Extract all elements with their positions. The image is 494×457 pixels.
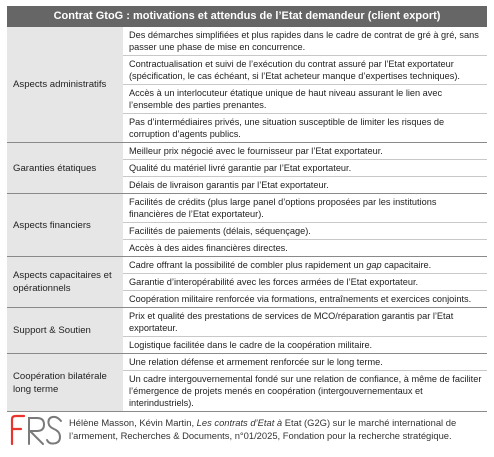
table-body	[7, 27, 487, 412]
table-title: Contrat GtoG : motivations et attendus de l’Etat demandeur (client export)	[7, 6, 487, 27]
items-cell	[123, 308, 487, 354]
items-cell	[123, 257, 487, 308]
list-item: Logistique facilitée dans le cadre de la coopération militaire.	[129, 340, 373, 350]
list-item: Cadre offrant la possibilité de combler plus rapidement un gap capacitaire.	[123, 257, 487, 274]
motivations-table	[7, 6, 487, 412]
category-cell: Garanties étatiques	[7, 143, 123, 194]
list-item: Une relation défense et armement renforcée sur le long terme.	[123, 354, 487, 371]
citation-rest: Etat (G2G) sur le marché international de l’armement, Recherches & Documents, n°01/2025, Fondation pour la recherche stratégique.	[69, 417, 457, 441]
table-row	[7, 143, 487, 194]
list-item: Prix et qualité des prestations de services de MCO/réparation garantis par l’Etat exportateur.	[123, 308, 487, 337]
category-cell: Support & Soutien	[7, 308, 123, 354]
list-item: Accès à un interlocuteur étatique unique de haut niveau assurant le lien avec l’ensemble des parties prenantes.	[123, 85, 487, 114]
category-cell: Aspects capacitaires et opérationnels	[7, 257, 123, 308]
list-item: Coopération militaire renforcée via formations, entraînements et exercices conjoints.	[129, 294, 472, 304]
list-item: Qualité du matériel livré garantie par l’Etat exportateur.	[123, 160, 487, 177]
table-row	[7, 257, 487, 308]
list-item: Un cadre intergouvernemental fondé sur une relation de confiance, à même de faciliter l’émergence de projets menés en coopération (intergouvernementaux et interindustriels).	[129, 374, 482, 408]
items-cell	[123, 354, 487, 412]
table-row	[7, 354, 487, 412]
category-cell: Coopération bilatérale long terme	[7, 354, 123, 412]
citation-authors: Hélène Masson, Kévin Martin,	[69, 417, 197, 428]
list-item: Délais de livraison garantis par l’Etat exportateur.	[129, 180, 329, 190]
list-item: Facilités de paiements (délais, séquençage).	[123, 223, 487, 240]
list-item: Contractualisation et suivi de l’exécution du contrat assuré par l’Etat exportateur (spécification, le cas échéant, si l’Etat acheteur manque d’expertises techniques).	[123, 56, 487, 85]
list-item: Garantie d’interopérabilité avec les forces armées de l’Etat exportateur.	[123, 274, 487, 291]
category-cell: Aspects administratifs	[7, 27, 123, 143]
list-item: Des démarches simplifiées et plus rapides dans le cadre de contrat de gré à gré, sans passer une phase de mise en concurrence.	[123, 27, 487, 56]
list-item: Meilleur prix négocié avec le fournisseur par l’Etat exportateur.	[123, 143, 487, 160]
table-row	[7, 308, 487, 354]
list-item: Pas d’intermédiaires privés, une situation susceptible de limiter les risques de corruption d’agents publics.	[129, 117, 445, 139]
items-cell	[123, 194, 487, 257]
items-cell	[123, 27, 487, 143]
table-row	[7, 27, 487, 143]
frs-logo	[7, 413, 65, 447]
citation-title: Les contrats d’Etat à	[196, 417, 283, 428]
citation	[69, 417, 489, 442]
table-row	[7, 194, 487, 257]
footer	[7, 413, 489, 453]
items-cell	[123, 143, 487, 194]
list-item: Accès à des aides financières directes.	[129, 243, 288, 253]
category-cell: Aspects financiers	[7, 194, 123, 257]
list-item: Facilités de crédits (plus large panel d’options proposées par les institutions financières de l’Etat exportateur).	[123, 194, 487, 223]
